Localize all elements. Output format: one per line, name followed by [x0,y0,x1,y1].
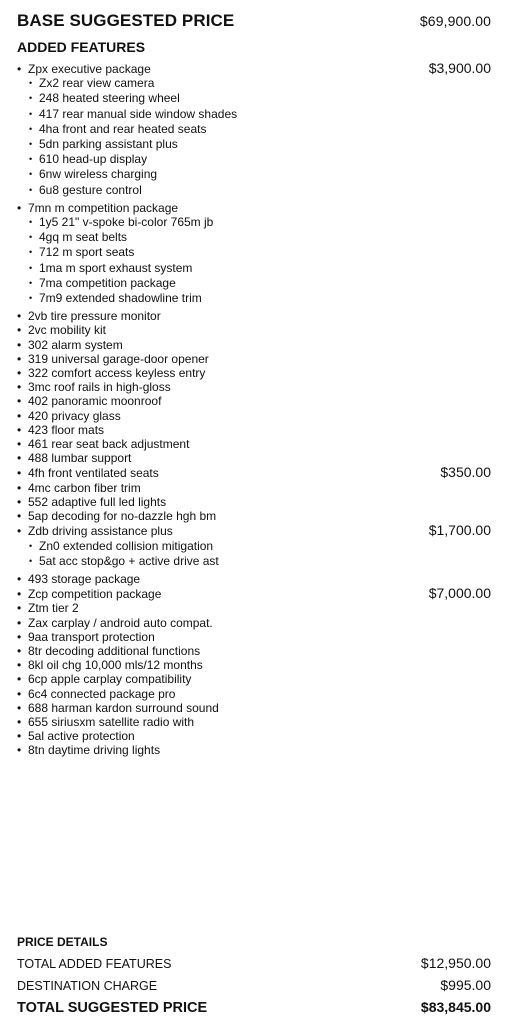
bullet-icon: • [17,422,22,437]
feature-name: 319 universal garage-door opener [28,351,209,366]
bullet-icon: • [17,672,22,687]
feature-name: 402 panoramic moonroof [28,394,162,409]
feature-name-wrap [17,394,161,408]
feature-item [17,630,491,644]
feature-name-wrap [17,572,140,586]
feature-name-wrap [17,687,175,701]
feature-item [17,509,491,523]
feature-item [17,616,491,630]
sub-feature-item [17,137,491,152]
bullet-icon: • [17,437,22,452]
sub-feature-name: 610 head-up display [39,152,148,167]
feature-name: 420 privacy glass [28,408,121,423]
bullet-icon: • [17,615,22,630]
feature-name: 9aa transport protection [28,629,155,644]
bullet-icon: • [17,466,22,481]
feature-name: 423 floor mats [28,422,105,437]
feature-item [17,437,491,451]
feature-item [17,481,491,495]
bullet-icon: • [17,366,22,381]
feature-name: Zdb driving assistance plus [28,524,173,539]
feature-item [17,715,491,729]
feature-name-wrap [17,481,141,495]
feature-name-wrap [17,616,213,630]
bullet-icon: • [17,643,22,658]
feature-name: 5al active protection [28,729,135,744]
base-price-value: $69,900.00 [419,13,491,29]
feature-name: 6cp apple carplay compatibility [28,672,192,687]
feature-name: 7mn m competition package [28,200,179,215]
destination-charge-label: DESTINATION CHARGE [17,979,158,993]
feature-name: Zax carplay / android auto compat. [28,615,213,630]
destination-charge-row [17,977,491,993]
total-added-features-value: $12,950.00 [420,955,491,971]
feature-price: $7,000.00 [428,585,491,602]
feature-item [17,394,491,408]
total-suggested-price-row [17,999,491,1016]
feature-item [17,201,491,215]
bullet-icon: • [17,480,22,495]
feature-name: 461 rear seat back adjustment [28,437,190,452]
bullet-icon: • [17,729,22,744]
feature-item [17,366,491,380]
bullet-icon: • [17,743,22,758]
features-list [17,61,491,758]
sub-feature-name: 5dn parking assistant plus [39,137,178,152]
sub-feature-name: 6u8 gesture control [39,182,142,197]
feature-item [17,729,491,743]
price-details-heading: PRICE DETAILS [17,935,108,949]
feature-name: 8tr decoding additional functions [28,643,201,658]
feature-name-wrap [17,309,161,323]
sub-feature-item [17,183,491,198]
feature-name-wrap [17,466,159,480]
feature-item [17,701,491,715]
feature-name-wrap [17,601,79,615]
total-suggested-price-value: $83,845.00 [420,999,491,1015]
feature-name: 3mc roof rails in high-gloss [28,380,171,395]
feature-item [17,601,491,615]
feature-item [17,523,491,538]
bullet-icon: • [29,139,33,150]
bullet-icon: • [29,217,33,228]
sub-feature-item [17,261,491,276]
feature-name: 2vb tire pressure monitor [28,309,161,324]
sub-feature-item [17,291,491,306]
bullet-icon: • [29,78,33,89]
sub-feature-name: 1ma m sport exhaust system [39,260,193,275]
feature-price: $3,900.00 [428,60,491,76]
feature-name: 8kl oil chg 10,000 mls/12 months [28,658,203,673]
feature-name: 488 lumbar support [28,451,132,466]
feature-name: 4mc carbon fiber trim [28,480,141,495]
feature-item [17,687,491,701]
feature-name-wrap [17,201,178,215]
bullet-icon: • [17,587,22,602]
feature-item [17,423,491,437]
sub-feature-name: 7m9 extended shadowline trim [39,291,202,306]
feature-item [17,309,491,323]
feature-name-wrap [17,715,194,729]
bullet-icon: • [17,629,22,644]
sub-feature-name: 6nw wireless charging [39,167,158,182]
bullet-icon: • [29,93,33,104]
sub-feature-item [17,167,491,182]
bullet-icon: • [17,394,22,409]
bullet-icon: • [29,154,33,165]
bullet-icon: • [29,108,33,119]
feature-item [17,338,491,352]
sub-feature-name: 417 rear manual side window shades [39,106,238,121]
feature-name-wrap [17,62,151,76]
bullet-icon: • [17,601,22,616]
sub-feature-item [17,230,491,245]
bullet-icon: • [17,62,22,76]
bullet-icon: • [29,293,33,304]
feature-item [17,465,491,480]
feature-name-wrap [17,409,121,423]
bullet-icon: • [17,323,22,338]
added-features-heading: ADDED FEATURES [17,39,146,55]
feature-item [17,672,491,686]
sub-feature-item [17,152,491,167]
sub-feature-name: 7ma competition package [39,275,176,290]
feature-sublist [17,539,491,569]
base-price-label: BASE SUGGESTED PRICE [17,11,235,30]
feature-name-wrap [17,658,203,672]
sub-feature-item [17,245,491,260]
bullet-icon: • [29,540,33,551]
bullet-icon: • [29,277,33,288]
sub-feature-item [17,122,491,137]
feature-name-wrap [17,323,106,337]
feature-name: 4fh front ventilated seats [28,466,159,481]
feature-name: 552 adaptive full led lights [28,494,167,509]
feature-item [17,61,491,76]
feature-name-wrap [17,495,166,509]
feature-name-wrap [17,338,123,352]
feature-name: Zpx executive package [28,62,151,76]
destination-charge-value: $995.00 [440,977,491,993]
feature-name: Zcp competition package [28,587,162,602]
sub-feature-item [17,91,491,106]
feature-name-wrap [17,630,155,644]
sub-feature-name: Zx2 rear view camera [39,76,155,91]
sub-feature-name: Zn0 extended collision mitigation [39,538,214,553]
feature-name-wrap [17,672,191,686]
feature-price: $350.00 [440,464,491,481]
sub-feature-item [17,215,491,230]
feature-name-wrap [17,509,216,523]
feature-name-wrap [17,701,219,715]
feature-sublist [17,215,491,306]
feature-item [17,323,491,337]
feature-name-wrap [17,423,104,437]
bullet-icon: • [17,714,22,729]
feature-item [17,409,491,423]
feature-name: 5ap decoding for no-dazzle hgh bm [28,509,217,524]
feature-item [17,495,491,509]
bullet-icon: • [29,262,33,273]
bullet-icon: • [29,247,33,258]
bullet-icon: • [17,686,22,701]
feature-item [17,743,491,757]
feature-item [17,352,491,366]
bullet-icon: • [17,200,22,215]
sub-feature-name: 712 m sport seats [39,245,135,260]
sub-feature-name: 1y5 21" v-spoke bi-color 765m jb [39,215,214,230]
feature-name-wrap [17,743,160,757]
bullet-icon: • [17,509,22,524]
feature-name-wrap [17,524,173,538]
sub-feature-item [17,539,491,554]
bullet-icon: • [29,184,33,195]
bullet-icon: • [29,232,33,243]
bullet-icon: • [17,658,22,673]
bullet-icon: • [17,351,22,366]
feature-name: 688 harman kardon surround sound [28,700,219,715]
total-added-features-row [17,955,491,971]
bullet-icon: • [17,408,22,423]
bullet-icon: • [17,380,22,395]
feature-item [17,380,491,394]
bullet-icon: • [29,169,33,180]
feature-price: $1,700.00 [428,522,491,539]
feature-name: 655 siriusxm satellite radio with [28,714,195,729]
bullet-icon: • [29,123,33,134]
feature-name: Ztm tier 2 [28,601,79,616]
feature-name-wrap [17,587,161,601]
total-added-features-label: TOTAL ADDED FEATURES [17,957,172,971]
feature-name-wrap [17,729,135,743]
sub-feature-name: 4ha front and rear heated seats [39,121,207,136]
sub-feature-name: 248 heated steering wheel [39,91,180,106]
feature-name: 8tn daytime driving lights [28,743,161,758]
feature-name: 322 comfort access keyless entry [28,366,206,381]
bullet-icon: • [17,524,22,539]
bullet-icon: • [17,337,22,352]
sub-feature-item [17,554,491,569]
sub-feature-name: 5at acc stop&go + active drive ast [39,553,219,568]
feature-item [17,572,491,586]
bullet-icon: • [17,309,22,324]
feature-name: 302 alarm system [28,337,123,352]
feature-name-wrap [17,352,209,366]
base-price-row [17,11,491,31]
feature-sublist [17,76,491,198]
bullet-icon: • [17,494,22,509]
feature-item [17,586,491,601]
sub-feature-item [17,76,491,91]
bullet-icon: • [29,555,33,566]
bullet-icon: • [17,700,22,715]
feature-name: 2vc mobility kit [28,323,107,338]
feature-name-wrap [17,451,131,465]
sub-feature-item [17,107,491,122]
feature-name-wrap [17,380,171,394]
total-suggested-price-label: TOTAL SUGGESTED PRICE [17,1000,208,1016]
sub-feature-item [17,276,491,291]
feature-name-wrap [17,644,200,658]
feature-item [17,658,491,672]
feature-item [17,644,491,658]
feature-name-wrap [17,366,205,380]
feature-name: 6c4 connected package pro [28,686,176,701]
feature-item [17,451,491,465]
feature-name-wrap [17,437,189,451]
sub-feature-name: 4gq m seat belts [39,230,128,245]
bullet-icon: • [17,451,22,466]
bullet-icon: • [17,571,22,586]
feature-name: 493 storage package [28,571,141,586]
